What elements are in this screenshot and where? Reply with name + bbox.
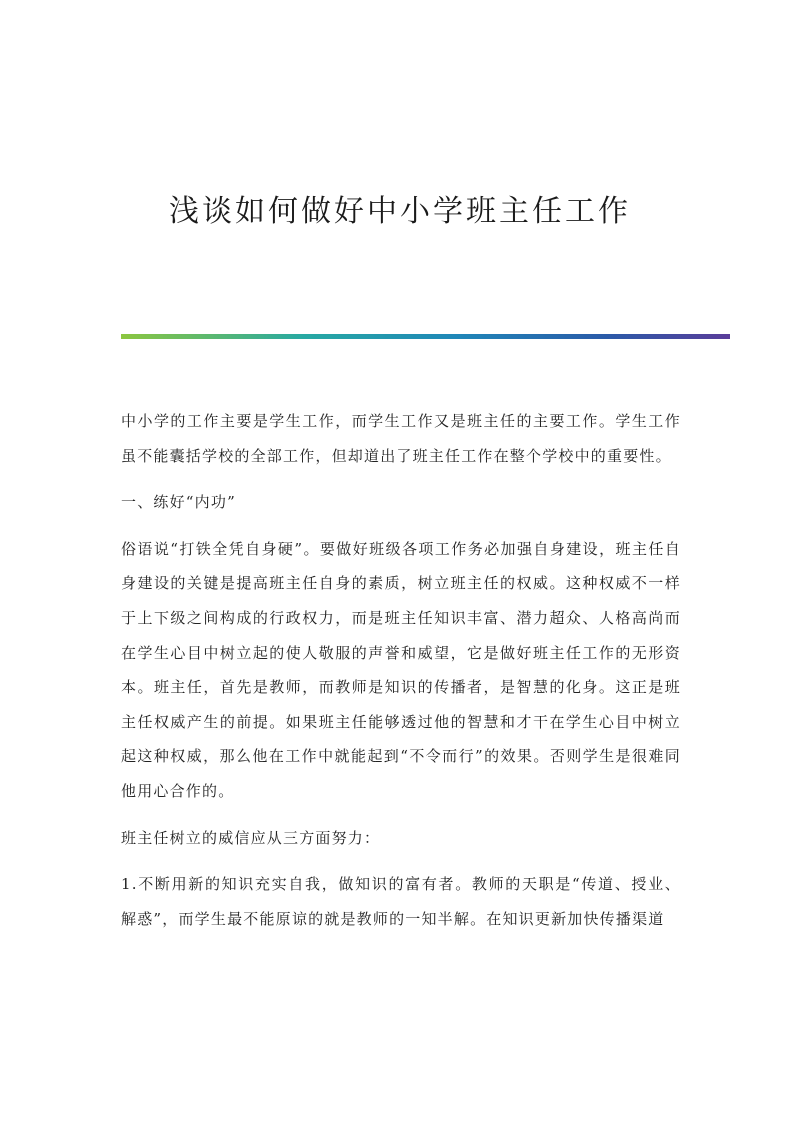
document-title: 浅谈如何做好中小学班主任工作 [169,194,631,229]
section-heading: 一、练好“内功” [121,493,236,512]
list-intro-paragraph: 班主任树立的威信应从三方面努力： [121,828,381,847]
gradient-divider [121,334,730,339]
list-item-paragraph: 1.不断用新的知识充实自我，做知识的富有者。教师的天职是“传道、授业、解惑”，而学生最不能原谅的就是教师的一知半解。在知识更新加快传播渠道 [121,875,681,928]
body-paragraph: 俗语说“打铁全凭自身硬”。要做好班级各项工作务必加强自身建设，班主任自身建设的关键是提高班主任自身的素质，树立班主任的权威。这种权威不一样于上下级之间构成的行政权力，而是班主任知识丰富、潜力超众、人格高尚而在学生心目中树立起的使人敬服的声誉和威望，它是做好班主任工作的无形资本。班主任，首先是教师，而教师是知识的传播者，是智慧的化身。这正是班主任权威产生的前提。如果班主任能够透过他的智慧和才干在学生心目中树立起这种权威，那么他在工作中就能起到“不令而行”的效果。否则学生是很难同他用心合作的。 [121,539,681,800]
document-body [121,404,681,948]
intro-paragraph: 中小学的工作主要是学生工作，而学生工作又是班主任的主要工作。学生工作虽不能囊括学校的全部工作，但却道出了班主任工作在整个学校中的重要性。 [121,412,681,465]
